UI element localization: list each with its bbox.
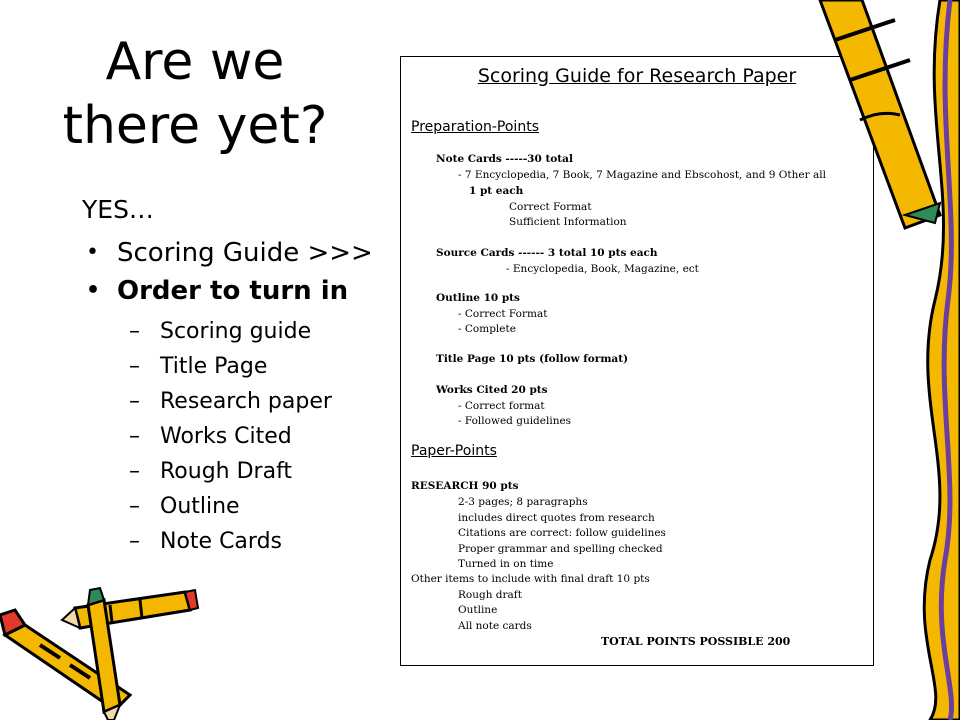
outline-detail: - Correct Format	[458, 308, 548, 320]
bullet-order-to-turn-in: • Order to turn in	[82, 272, 373, 310]
title-line-1: Are we	[105, 32, 285, 92]
other-item: Rough draft	[458, 589, 522, 601]
total-points: TOTAL POINTS POSSIBLE 200	[601, 635, 791, 648]
guide-title: Scoring Guide for Research Paper	[477, 65, 797, 87]
pencil-clipart-right	[800, 0, 960, 720]
other-item: Outline	[458, 604, 498, 616]
research-detail: Proper grammar and spelling checked	[458, 543, 663, 555]
order-item: – Rough Draft	[82, 454, 373, 489]
outline-heading: Outline 10 pts	[436, 292, 520, 304]
outline-detail: - Complete	[458, 323, 516, 335]
note-cards-detail: 1 pt each	[469, 185, 524, 197]
order-item: – Title Page	[82, 349, 373, 384]
research-detail: Turned in on time	[458, 558, 554, 570]
slide-title	[30, 30, 360, 158]
research-heading: RESEARCH 90 pts	[411, 480, 519, 492]
bullet-list	[82, 192, 373, 559]
order-item: – Works Cited	[82, 419, 373, 454]
yes-label: YES…	[82, 195, 154, 224]
note-cards-heading: Note Cards -----30 total	[436, 153, 573, 165]
pencil-icon	[820, 0, 940, 228]
order-list	[82, 314, 373, 559]
other-item: All note cards	[458, 620, 532, 632]
order-item: – Research paper	[82, 384, 373, 419]
order-item: – Outline	[82, 489, 373, 524]
research-detail: 2-3 pages; 8 paragraphs	[458, 496, 588, 508]
pencil-icon	[62, 590, 198, 628]
title-line-2: there yet?	[62, 96, 328, 156]
order-item: – Note Cards	[82, 524, 373, 559]
research-detail: Citations are correct: follow guidelines	[458, 527, 666, 539]
section-paper-points: Paper-Points	[411, 443, 497, 459]
wavy-stripe-icon	[924, 0, 960, 720]
other-items-heading: Other items to include with final draft 10 pts	[411, 573, 650, 585]
source-cards-heading: Source Cards ------ 3 total 10 pts each	[436, 247, 658, 259]
source-cards-detail: - Encyclopedia, Book, Magazine, ect	[506, 263, 699, 275]
research-detail: includes direct quotes from research	[458, 512, 655, 524]
order-item: – Scoring guide	[82, 314, 373, 349]
note-cards-detail: Sufficient Information	[509, 216, 627, 228]
pencil-clipart-left	[0, 580, 200, 720]
section-preparation-points: Preparation-Points	[411, 119, 539, 135]
works-cited-heading: Works Cited 20 pts	[436, 384, 548, 396]
bullet-scoring-guide: • Scoring Guide >>>	[82, 234, 373, 272]
works-cited-detail: - Followed guidelines	[458, 415, 572, 427]
works-cited-detail: - Correct format	[458, 400, 545, 412]
note-cards-detail: - 7 Encyclopedia, 7 Book, 7 Magazine and Ebscohost, and 9 Other all	[458, 169, 826, 181]
title-page-heading: Title Page 10 pts (follow format)	[436, 353, 629, 365]
note-cards-detail: Correct Format	[509, 201, 592, 213]
